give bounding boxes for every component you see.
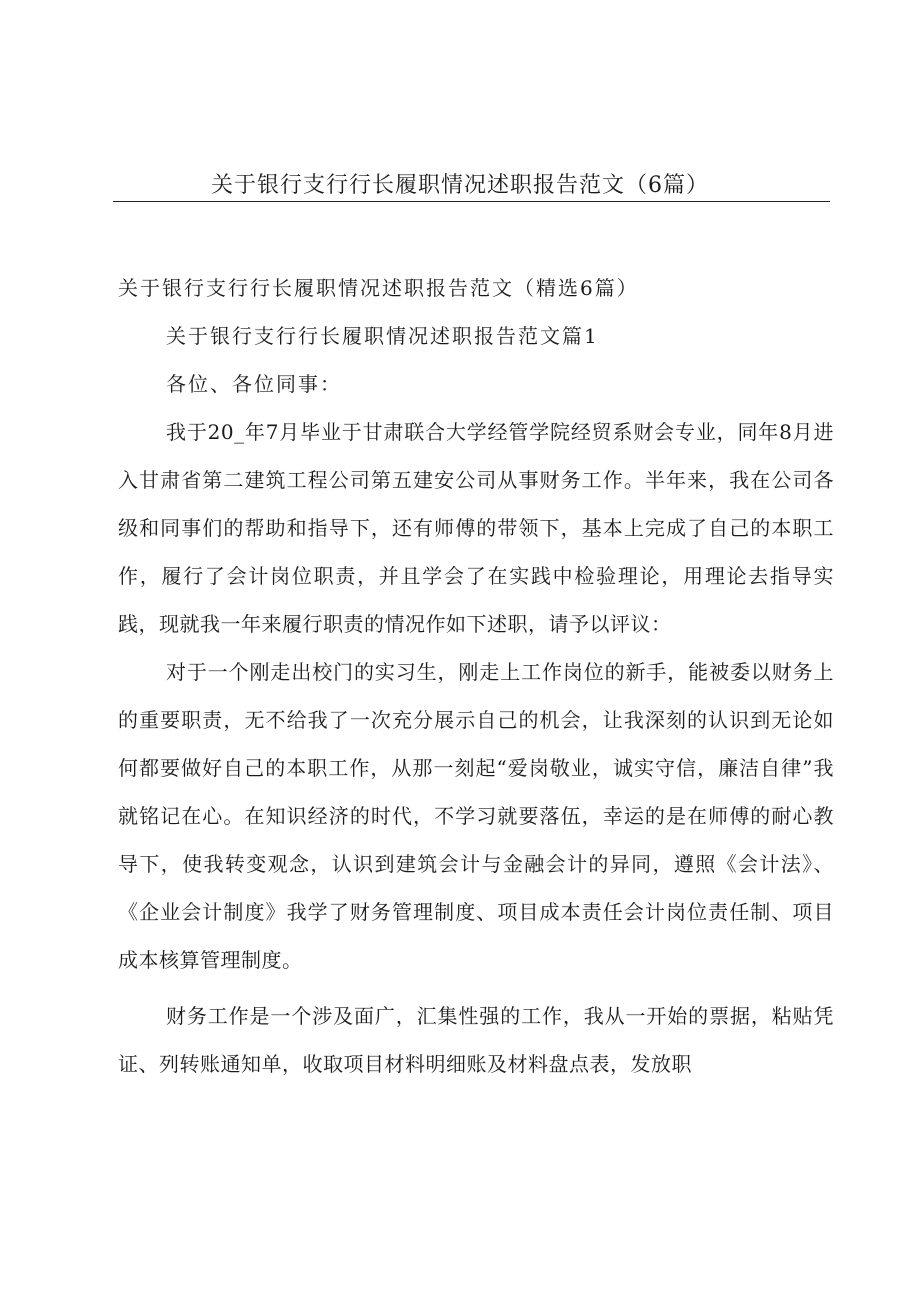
greeting-line: 各位、各位同事： (166, 372, 342, 396)
document-body (118, 264, 834, 1088)
body-paragraph-2: 对于一个刚走出校门的实习生，刚走上工作岗位的新手，能被委以财务上的重要职责，无不给我了一次充分展示自己的机会，让我深刻的认识到无论如何都要做好自己的本职工作，从那一刻起“爱岗敬业，诚实守信，廉洁自律”我就铭记在心。在知识经济的时代，不学习就要落伍，幸运的是在师傅的耐心教导下，使我转变观念，认识到建筑会计与金融会计的异同，遵照《会计法》、《企业会计制度》我学了财务管理制度、项目成本责任会计岗位责任制、项目成本核算管理制度。 (118, 660, 834, 972)
body-paragraph-1: 我于20_年7月毕业于甘肃联合大学经管学院经贸系财会专业，同年8月进入甘肃省第二建筑工程公司第五建安公司从事财务工作。半年来，我在公司各级和同事们的帮助和指导下，还有师傅的带领下，基本上完成了自己的本职工作，履行了会计岗位职责，并且学会了在实践中检验理论，用理论去指导实践，现就我一年来履行职责的情况作如下述职，请予以评议： (118, 420, 834, 636)
body-paragraph-3: 财务工作是一个涉及面广，汇集性强的工作，我从一开始的票据，粘贴凭证、列转账通知单，收取项目材料明细账及材料盘点表，发放职 (118, 1004, 834, 1076)
title-underline (113, 201, 830, 202)
document-title: 关于银行支行行长履职情况述职报告范文（6篇） (211, 173, 709, 198)
document-subtitle: 关于银行支行行长履职情况述职报告范文（精选6篇） (118, 276, 639, 300)
section-heading: 关于银行支行行长履职情况述职报告范文篇1 (166, 324, 599, 348)
